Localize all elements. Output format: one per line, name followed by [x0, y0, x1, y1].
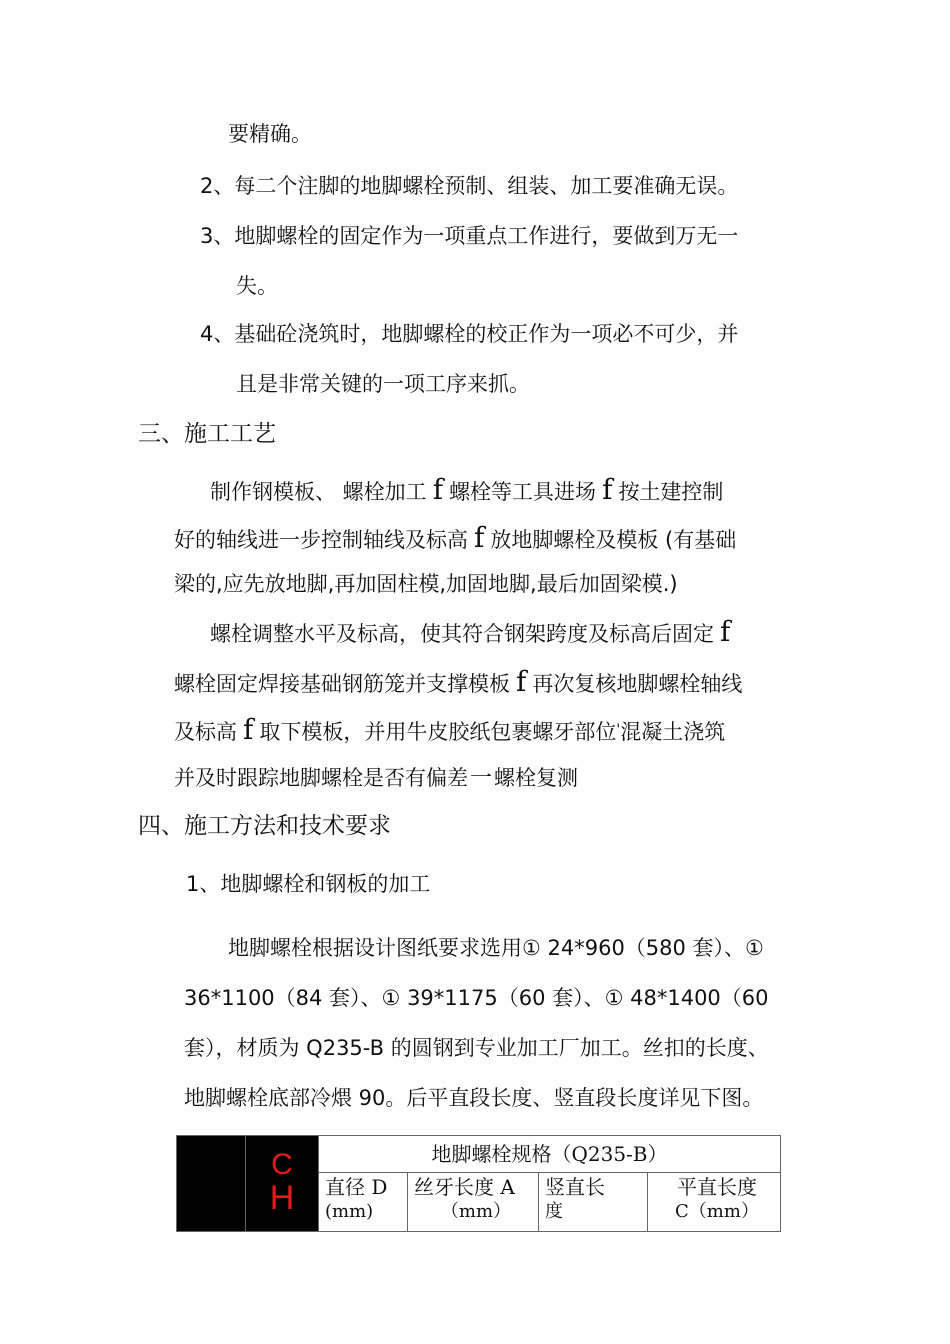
process-text: 放地脚螺栓及模板 (有基础 — [490, 528, 737, 552]
column-header-horizontal-length — [648, 1173, 781, 1232]
process-line-3: 梁的,应先放地脚,再加固柱模,加固地脚,最后加固梁模.) — [174, 572, 678, 596]
bolt-spec-table — [176, 1135, 781, 1232]
process-text: 再次复核地脚螺栓轴线 — [532, 672, 743, 696]
text-line: 要精确。 — [228, 122, 312, 146]
header-label: 平直长度 — [677, 1175, 757, 1199]
process-text: 好的轴线进一步控制轴线及标高 — [174, 528, 468, 552]
process-line-6 — [174, 713, 726, 746]
process-line-7 — [174, 764, 578, 793]
header-unit: 度 — [545, 1201, 563, 1222]
column-header-vertical-length — [539, 1173, 648, 1232]
paragraph-line-3: 套），材质为 Q235-B 的圆钢到专业加工厂加工。丝扣的长度、 — [184, 1036, 769, 1060]
process-text: 螺栓复测 — [494, 766, 579, 790]
arrow-icon: f — [243, 713, 254, 746]
process-text: 并及时跟踪地脚螺栓是否有偏差 — [174, 766, 468, 790]
ch-logo-c: C — [271, 1148, 293, 1181]
process-line-1 — [210, 473, 724, 506]
column-header-thread-length — [408, 1173, 539, 1232]
dash-mark: 一 — [470, 766, 493, 791]
header-unit: (mm) — [325, 1201, 374, 1222]
ch-logo — [246, 1136, 319, 1232]
header-unit: （mm） — [440, 1201, 512, 1222]
process-text: 及标高 — [174, 720, 237, 744]
process-line-4 — [210, 615, 736, 648]
process-text: 螺栓固定焊接基础钢筋笼并支撑模板 — [174, 672, 510, 696]
header-label: 直径 D — [325, 1175, 388, 1199]
paragraph-line-1: 地脚螺栓根据设计图纸要求选用① 24*960（580 套）、① — [228, 936, 764, 960]
arrow-icon: f — [602, 473, 613, 506]
process-text: 取下模板，并用牛皮胶纸包裹螺牙部位 — [259, 720, 617, 744]
column-header-diameter — [319, 1173, 408, 1232]
table-title: 地脚螺栓规格（Q235-B） — [319, 1136, 781, 1173]
process-line-5 — [174, 665, 743, 698]
table-black-cell — [177, 1136, 246, 1232]
header-unit: C（mm） — [675, 1201, 759, 1222]
process-text: 螺栓等工具进场 — [449, 480, 597, 504]
paragraph-line-2: 36*1100（84 套）、① 39*1175（60 套）、① 48*1400（60 — [184, 986, 769, 1010]
header-label: 丝牙长度 A — [414, 1175, 515, 1199]
arrow-icon: f — [720, 615, 731, 648]
process-text: 制作钢模板、 螺栓加工 — [210, 480, 427, 504]
header-label: 竖直长 — [545, 1175, 605, 1199]
paragraph-line-4: 地脚螺栓底部冷煨 90。后平直段长度、竖直段长度详见下图。 — [184, 1086, 764, 1110]
list-item-4-cont: 且是非常关键的一项工序来抓。 — [236, 372, 530, 396]
ch-logo-h: H — [269, 1179, 295, 1217]
arrow-icon: f — [516, 665, 527, 698]
arrow-icon: f — [474, 521, 485, 554]
list-item-4: 4、基础砼浇筑时，地脚螺栓的校正作为一项必不可少，并 — [200, 322, 739, 346]
tick-mark: ' — [616, 722, 621, 738]
process-text: 按土建控制 — [618, 480, 724, 504]
process-text: 混凝土浇筑 — [620, 720, 726, 744]
section-heading-3: 三、施工工艺 — [138, 421, 276, 447]
list-item-3: 3、地脚螺栓的固定作为一项重点工作进行，要做到万无一 — [200, 224, 739, 248]
section-heading-4: 四、施工方法和技术要求 — [138, 813, 391, 839]
subheading-1: 1、地脚螺栓和钢板的加工 — [186, 872, 431, 896]
process-line-2 — [174, 521, 737, 554]
arrow-icon: f — [432, 473, 444, 506]
list-item-2: 2、每二个注脚的地脚螺栓预制、组装、加工要准确无误。 — [200, 174, 739, 198]
list-item-3-cont: 失。 — [236, 274, 278, 298]
process-text: 螺栓调整水平及标高，使其符合钢架跨度及标高后固定 — [210, 622, 714, 646]
